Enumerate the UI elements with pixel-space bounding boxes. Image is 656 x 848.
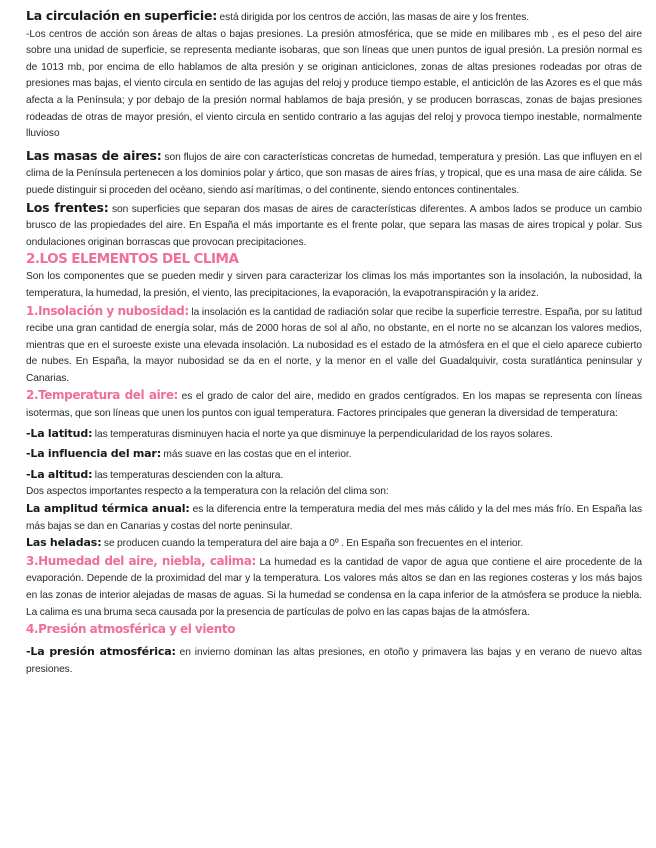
- heading-elementos-clima: 2.LOS ELEMENTOS DEL CLIMA: [26, 251, 239, 268]
- section-heading-elementos-clima: [26, 251, 642, 269]
- heading-temperatura-aire: 2.Temperatura del aire:: [26, 388, 178, 403]
- text-circulacion-intro: está dirigida por los centros de acción, las masas de aire y los frentes.: [217, 12, 530, 23]
- text-masas-aire: son flujos de aire con características concretas de humedad, temperatura y presión. Las que influyen en el clima de la Península pertenecen a los dominios polar y ártico, que son masas de aires frías, y tropical, que es una masa de aire cálida. Se puede distinguir si proceden del océano, siendo así marítimas, o del continente, siendo entonces continentales.: [26, 151, 642, 196]
- text-amplitud-termica: es la diferencia entre la temperatura media del mes más cálido y la del mes más frío. En España las más bajas se dan en Canarias y costas del norte peninsular.: [26, 504, 642, 532]
- heading-circulacion-superficie: La circulación en superficie:: [26, 8, 218, 23]
- paragraph-amplitud-termica: [26, 501, 642, 535]
- paragraph-masas-aire: [26, 148, 642, 200]
- paragraph-aspectos-intro: Dos aspectos importantes respecto a la temperatura con la relación del clima son:: [26, 486, 389, 498]
- heading-humedad-aire: 3.Humedad del aire, niebla, calima:: [26, 553, 256, 568]
- term-heladas: Las heladas:: [26, 536, 102, 550]
- paragraph-elementos-clima: Son los componentes que se pueden medir y sirven para caracterizar los climas los más importantes son la insolación, la nubosidad, la temperatura, la humedad, la presión, el viento, las precipitaciones, la evaporación, la evapotranspiración y la aridez.: [26, 271, 642, 299]
- paragraph-centros-accion: -Los centros de acción son áreas de altas o bajas presiones. La presión atmosférica, que se mide en milibares mb , es el peso del aire sobre una unidad de superficie, se representa mediante isobaras, que son líneas que unen puntos de igual presión. La presión normal es de 1013 mb, por encima de ello hablamos de alta presión y se originan anticiclones, zonas de altas presiones rodeadas por otras de presiones mas bajas, el viento circula en sentido de las agujas del reloj y produce tiempo estable, el anticiclón de las Azores es el que más afecta a la Península; y por debajo de la presión normal hablamos de baja presión, y se producen borrascas, zonas de bajas presiones rodeadas de otras de mayor presión, el viento circula en sentido contrario a las agujas del reloj y provoca tiempo inestable, normalmente lluvioso: [26, 28, 642, 140]
- text-latitud: las temperaturas disminuyen hacia el norte ya que disminuye la perpendicularidad de los rayos solares.: [92, 428, 553, 440]
- heading-presion-viento: 4.Presión atmosférica y el viento: [26, 622, 236, 637]
- paragraph-humedad-aire: [26, 553, 642, 621]
- paragraph-frentes: [26, 200, 642, 252]
- factor-latitud: [26, 426, 642, 444]
- factor-altitud: [26, 467, 642, 485]
- factor-influencia-mar: [26, 446, 642, 464]
- term-influencia-mar: -La influencia del mar:: [26, 447, 161, 461]
- paragraph-circulacion-superficie: [26, 8, 642, 27]
- term-altitud: -La altitud:: [26, 467, 93, 481]
- term-latitud: -La latitud:: [26, 426, 93, 440]
- text-presion-atmosferica: en invierno dominan las altas presiones, en otoño y primavera las bajas y en verano de nuevo altas presiones.: [26, 647, 642, 675]
- paragraph-insolacion-nubosidad: [26, 303, 642, 388]
- text-temperatura-aire: es el grado de calor del aire, medido en grados centígrados. En los mapas se representa con líneas isotermas, que son líneas que unen los puntos con igual temperatura. Factores principales que generan la diversidad de temperatura:: [26, 391, 643, 420]
- text-altitud: las temperaturas descienden con la altura.: [92, 469, 284, 481]
- heading-frentes: Los frentes:: [26, 199, 109, 215]
- paragraph-presion-atmosferica: [26, 644, 642, 678]
- term-presion-atmosferica: -La presión atmosférica:: [26, 645, 176, 659]
- term-amplitud-termica: La amplitud térmica anual:: [26, 502, 190, 516]
- text-heladas: se producen cuando la temperatura del aire baja a 0º . En España son frecuentes en el interior.: [101, 538, 524, 550]
- text-frentes: son superficies que separan dos masas de aires de características diferentes. A ambos lados se produce un cambio brusco de las propiedades del aire. En España el más importante es el frente polar, que separa las masas de aires tropical y polar. Sus ondulaciones originan borrascas que provocan precipitaciones.: [26, 203, 642, 248]
- text-insolacion-nubosidad: la insolación es la cantidad de radiación solar que recibe la superficie terrestre. España, por su latitud recibe una gran cantidad de energía solar, más de 2000 horas de sol al año, no obstante, en el norte no se alcanzan los valores medios, mientras que en el suroeste existe una elevada insolación. La nubosidad es el estado de la atmósfera en el que el cielo aparece cubierto de nubes. En España, la mayor nubosidad se da en el norte, y la menor en el valle del Guadalquivir, costa suratlántica peninsular y Canarias.: [26, 306, 642, 384]
- heading-insolacion-nubosidad: 1.Insolación y nubosidad:: [26, 303, 189, 318]
- paragraph-heladas: [26, 535, 642, 553]
- paragraph-temperatura-aire: [26, 387, 642, 422]
- text-influencia-mar: más suave en las costas que en el interior.: [160, 449, 352, 461]
- heading-masas-aire: Las masas de aires:: [26, 147, 162, 163]
- section-heading-presion-viento: [26, 621, 642, 639]
- text-humedad-aire: La humedad es la cantidad de vapor de agua que contiene el aire procedente de la evaporación. Depende de la proximidad del mar y la temperatura. Los valores más altos se dan en las regiones costeras y los más bajos en las zonas de interior alejadas de masas de aguas. Si la humedad se condensa en la capa inferior de la atmósfera se produce la niebla. La calima es una bruma seca causada por la presencia de partículas de polvo en las capas bajas de la atmósfera.: [26, 556, 642, 618]
